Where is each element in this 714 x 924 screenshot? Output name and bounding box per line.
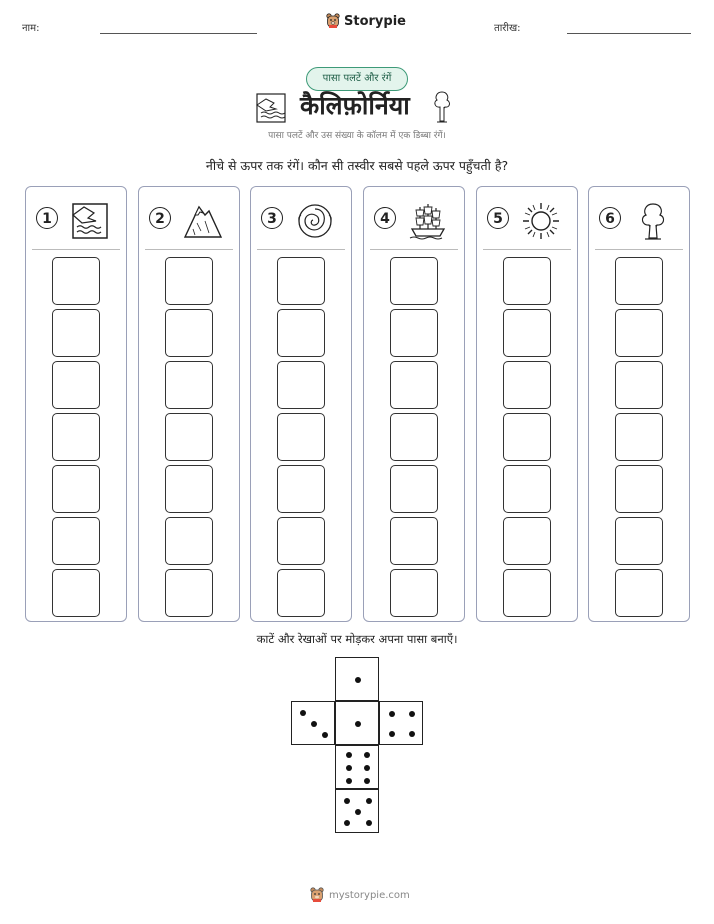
dice-pip (300, 710, 306, 716)
coast-waves-icon (256, 93, 286, 123)
rose-icon (295, 201, 335, 241)
column-5 (476, 186, 578, 622)
dice-face-1 (335, 657, 379, 701)
color-box[interactable] (503, 361, 551, 409)
dice-pip (389, 711, 395, 717)
color-box[interactable] (615, 361, 663, 409)
color-box[interactable] (277, 517, 325, 565)
dice-pip (355, 677, 361, 683)
dice-face-6 (335, 745, 379, 789)
column-4 (363, 186, 465, 622)
redwood-tree-icon (633, 201, 673, 241)
dice-face-1 (335, 701, 379, 745)
activity-tag: पासा पलटें और रंगें (306, 67, 408, 91)
color-box[interactable] (615, 309, 663, 357)
color-box[interactable] (52, 413, 100, 461)
color-box[interactable] (615, 517, 663, 565)
column-number: 2 (149, 207, 171, 229)
name-label: नाम: (22, 23, 40, 34)
dice-face-5 (335, 789, 379, 833)
column-number: 5 (487, 207, 509, 229)
footer-site: mystorypie.com (329, 889, 410, 901)
color-box[interactable] (503, 257, 551, 305)
color-box[interactable] (165, 517, 213, 565)
column-divider (145, 249, 233, 250)
column-1 (25, 186, 127, 622)
color-box[interactable] (390, 517, 438, 565)
column-divider (370, 249, 458, 250)
column-3 (250, 186, 352, 622)
dice-pip (344, 798, 350, 804)
color-box[interactable] (277, 465, 325, 513)
column-number: 6 (599, 207, 621, 229)
dice-pip (364, 778, 370, 784)
column-divider (595, 249, 683, 250)
color-box[interactable] (390, 413, 438, 461)
color-box[interactable] (615, 465, 663, 513)
color-box[interactable] (390, 569, 438, 617)
color-box[interactable] (277, 569, 325, 617)
subtitle: पासा पलटें और उस संख्या के कॉलम में एक डिब्बा रंगें। (268, 131, 446, 141)
instruction: नीचे से ऊपर तक रंगें। कौन सी तस्वीर सबसे पहले ऊपर पहुँचती है? (205, 158, 509, 173)
color-box[interactable] (277, 413, 325, 461)
color-box[interactable] (503, 309, 551, 357)
dice-pip (364, 765, 370, 771)
dice-pip (355, 809, 361, 815)
bear-logo-icon (310, 887, 324, 903)
color-box[interactable] (390, 361, 438, 409)
dice-pip (364, 752, 370, 758)
column-number: 4 (374, 207, 396, 229)
dice-instruction: काटें और रेखाओं पर मोड़कर अपना पासा बनाएँ। (256, 632, 458, 646)
redwood-tree-icon (432, 90, 452, 124)
color-box[interactable] (52, 361, 100, 409)
color-box[interactable] (503, 517, 551, 565)
column-divider (32, 249, 120, 250)
color-box[interactable] (390, 257, 438, 305)
column-number: 1 (36, 207, 58, 229)
color-box[interactable] (52, 465, 100, 513)
name-field-line[interactable] (100, 33, 257, 34)
brand-logo (326, 13, 406, 29)
color-box[interactable] (390, 309, 438, 357)
column-2 (138, 186, 240, 622)
sun-icon (521, 201, 561, 241)
dice-pip (366, 820, 372, 826)
bear-logo-icon (326, 13, 340, 29)
color-box[interactable] (165, 257, 213, 305)
color-box[interactable] (52, 309, 100, 357)
dice-pip (389, 731, 395, 737)
color-box[interactable] (52, 569, 100, 617)
dice-face-3 (291, 701, 335, 745)
brand-name: Storypie (344, 13, 406, 29)
color-box[interactable] (615, 569, 663, 617)
ship-icon (408, 201, 448, 241)
date-field-line[interactable] (567, 33, 691, 34)
dice-pip (322, 732, 328, 738)
dice-pip (344, 820, 350, 826)
column-number: 3 (261, 207, 283, 229)
dice-pip (366, 798, 372, 804)
dice-face-4 (379, 701, 423, 745)
coast-waves-icon (70, 201, 110, 241)
color-box[interactable] (615, 257, 663, 305)
color-box[interactable] (52, 257, 100, 305)
color-box[interactable] (503, 413, 551, 461)
color-box[interactable] (277, 257, 325, 305)
color-box[interactable] (277, 361, 325, 409)
color-box[interactable] (165, 465, 213, 513)
column-6 (588, 186, 690, 622)
dice-pip (346, 752, 352, 758)
color-box[interactable] (615, 413, 663, 461)
color-box[interactable] (165, 569, 213, 617)
color-box[interactable] (277, 309, 325, 357)
dice-pip (346, 765, 352, 771)
mountain-icon (183, 201, 223, 241)
dice-pip (311, 721, 317, 727)
dice-pip (346, 778, 352, 784)
column-divider (483, 249, 571, 250)
date-label: तारीख: (494, 23, 521, 34)
color-box[interactable] (390, 465, 438, 513)
dice-pip (355, 721, 361, 727)
color-box[interactable] (165, 309, 213, 357)
page-title: कैलिफ़ोर्निया (300, 91, 410, 120)
color-box[interactable] (503, 465, 551, 513)
color-box[interactable] (165, 413, 213, 461)
color-box[interactable] (503, 569, 551, 617)
dice-pip (409, 711, 415, 717)
column-divider (257, 249, 345, 250)
footer (310, 887, 410, 903)
color-box[interactable] (52, 517, 100, 565)
dice-pip (409, 731, 415, 737)
color-box[interactable] (165, 361, 213, 409)
